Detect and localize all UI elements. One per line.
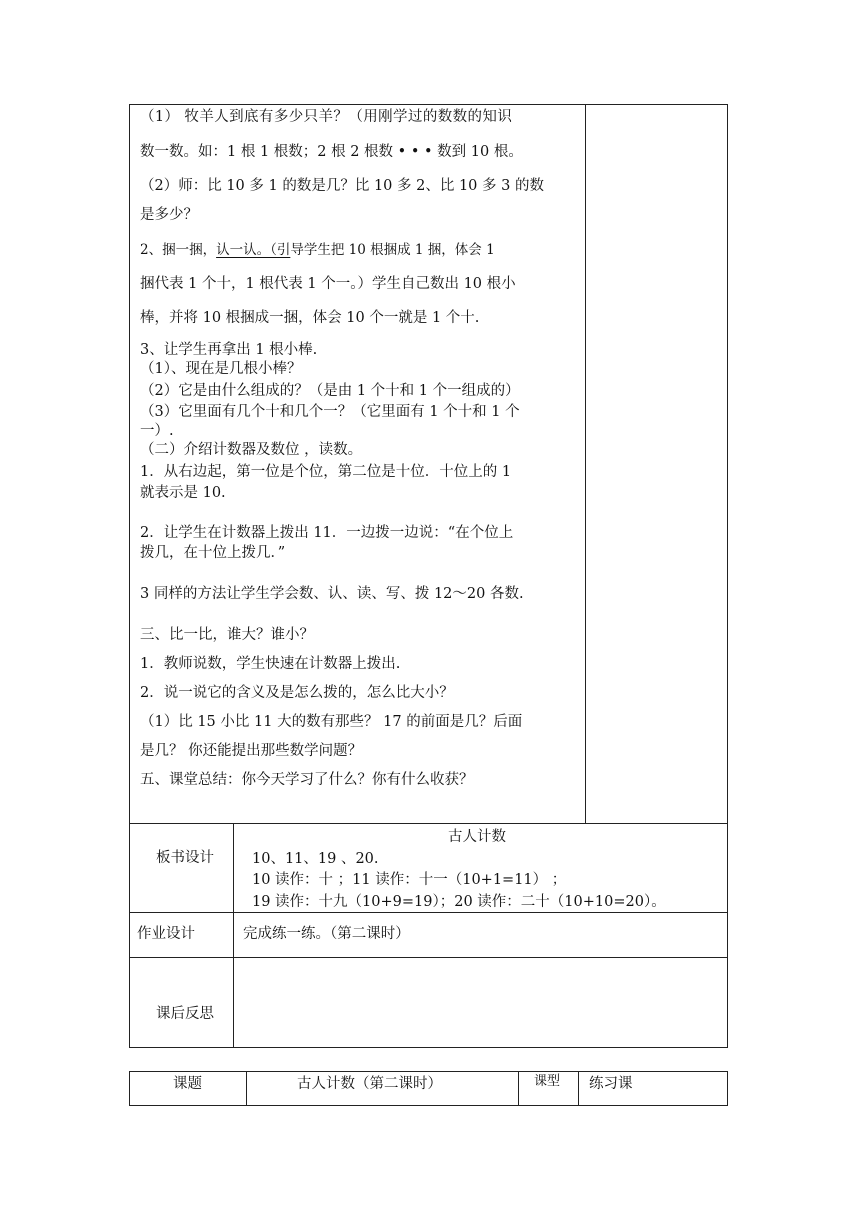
lesson-type-label: 课型 <box>534 1074 561 1089</box>
board-design-line-3: 19 读作：十九（10+9=19）；20 读作：二十（10+10=20）。 <box>252 894 666 910</box>
bundle-step-rest: 导学生把 10 根捆成 1 捆，体会 1 <box>290 242 495 258</box>
body-line-5 <box>140 241 495 259</box>
body-line-19: 三、比一比，谁大？谁小？ <box>140 627 314 643</box>
next-table-right-border <box>727 1071 728 1106</box>
body-line-18: 3 同样的方法让学生学会数、认、读、写、拨 12～20 各数. <box>140 586 524 602</box>
body-line-7: 棒，并将 10 根捆成一捆，体会 10 个一就是 1 个十. <box>140 310 480 326</box>
next-table-divider-2 <box>518 1071 519 1106</box>
body-line-12: 一）. <box>140 423 174 439</box>
board-design-line-1: 10、11、19 、20. <box>252 851 379 867</box>
row-divider-board <box>129 823 728 824</box>
board-design-line-2: 10 读作：十 ；11 读作：十一（10+1=11） ； <box>252 872 567 888</box>
body-line-11: （3）它里面有几个十和几个一？（它里面有 1 个十和 1 个 <box>140 404 520 420</box>
label-column-divider <box>233 823 234 1048</box>
row-divider-reflection <box>129 957 728 958</box>
homework-label: 作业设计 <box>137 926 195 942</box>
next-table-divider-1 <box>246 1071 247 1106</box>
body-line-15: 就表示是 10. <box>140 485 226 501</box>
reflection-label: 课后反思 <box>156 1006 214 1022</box>
body-line-23: 是几？ 你还能提出那些数学问题？ <box>140 743 363 759</box>
body-line-6: 捆代表 1 个十，1 根代表 1 个一。）学生自己数出 10 根小 <box>140 276 516 292</box>
board-design-title: 古人计数 <box>448 829 506 845</box>
recognize-step-underlined: 认一认。（引 <box>216 242 291 258</box>
body-line-9: （1）、现在是几根小棒？ <box>140 361 302 377</box>
body-line-8: 3、让学生再拿出 1 根小棒. <box>140 342 318 358</box>
body-line-10: （2）它是由什么组成的？（是由 1 个十和 1 个一组成的） <box>140 383 520 399</box>
topic-value: 古人计数（第二课时） <box>297 1076 442 1092</box>
table-bottom-border <box>129 1047 728 1048</box>
homework-content: 完成练一练。（第二课时） <box>243 926 410 942</box>
bundle-step-label: 2、捆一捆， <box>140 242 217 258</box>
body-line-16: 2．让学生在计数器上拨出 11．一边拨一边说：“在个位上 <box>140 525 514 541</box>
body-line-13: （二）介绍计数器及数位 ，读数。 <box>140 442 363 458</box>
table-right-border <box>727 104 728 1048</box>
table-top-border <box>129 104 728 105</box>
body-line-14: 1．从右边起，第一位是个位，第二位是十位．十位上的 1 <box>140 464 512 480</box>
notes-column-divider <box>585 104 586 824</box>
body-line-1: （1） 牧羊人到底有多少只羊？（用刚学过的数数的知识 <box>140 109 513 125</box>
body-line-4: 是多少？ <box>140 207 198 223</box>
body-line-24: 五、课堂总结：你今天学习了什么？你有什么收获？ <box>140 772 474 788</box>
next-table-bottom-border <box>129 1105 728 1106</box>
body-line-17: 拨几，在十位上拨几．” <box>140 545 286 561</box>
next-table-top-border <box>129 1071 728 1072</box>
body-line-21: 2．说一说它的含义及是怎么拨的，怎么比大小？ <box>140 685 454 701</box>
body-line-20: 1．教师说数，学生快速在计数器上拨出. <box>140 656 401 672</box>
board-design-label: 板书设计 <box>156 850 214 866</box>
next-table-left-border <box>129 1071 130 1106</box>
lesson-type-value: 练习课 <box>589 1076 633 1092</box>
table-left-border <box>129 104 130 1048</box>
body-line-3: （2）师：比 10 多 1 的数是几？比 10 多 2、比 10 多 3 的数 <box>140 178 544 194</box>
row-divider-homework <box>129 912 728 913</box>
body-line-2: 数一数。如：1 根 1 根数；2 根 2 根数 • • • 数到 10 根。 <box>140 144 523 160</box>
body-line-22: （1）比 15 小比 11 大的数有那些？ 17 的前面是几？后面 <box>140 714 523 730</box>
next-table-divider-3 <box>578 1071 579 1106</box>
topic-label: 课题 <box>173 1076 202 1092</box>
